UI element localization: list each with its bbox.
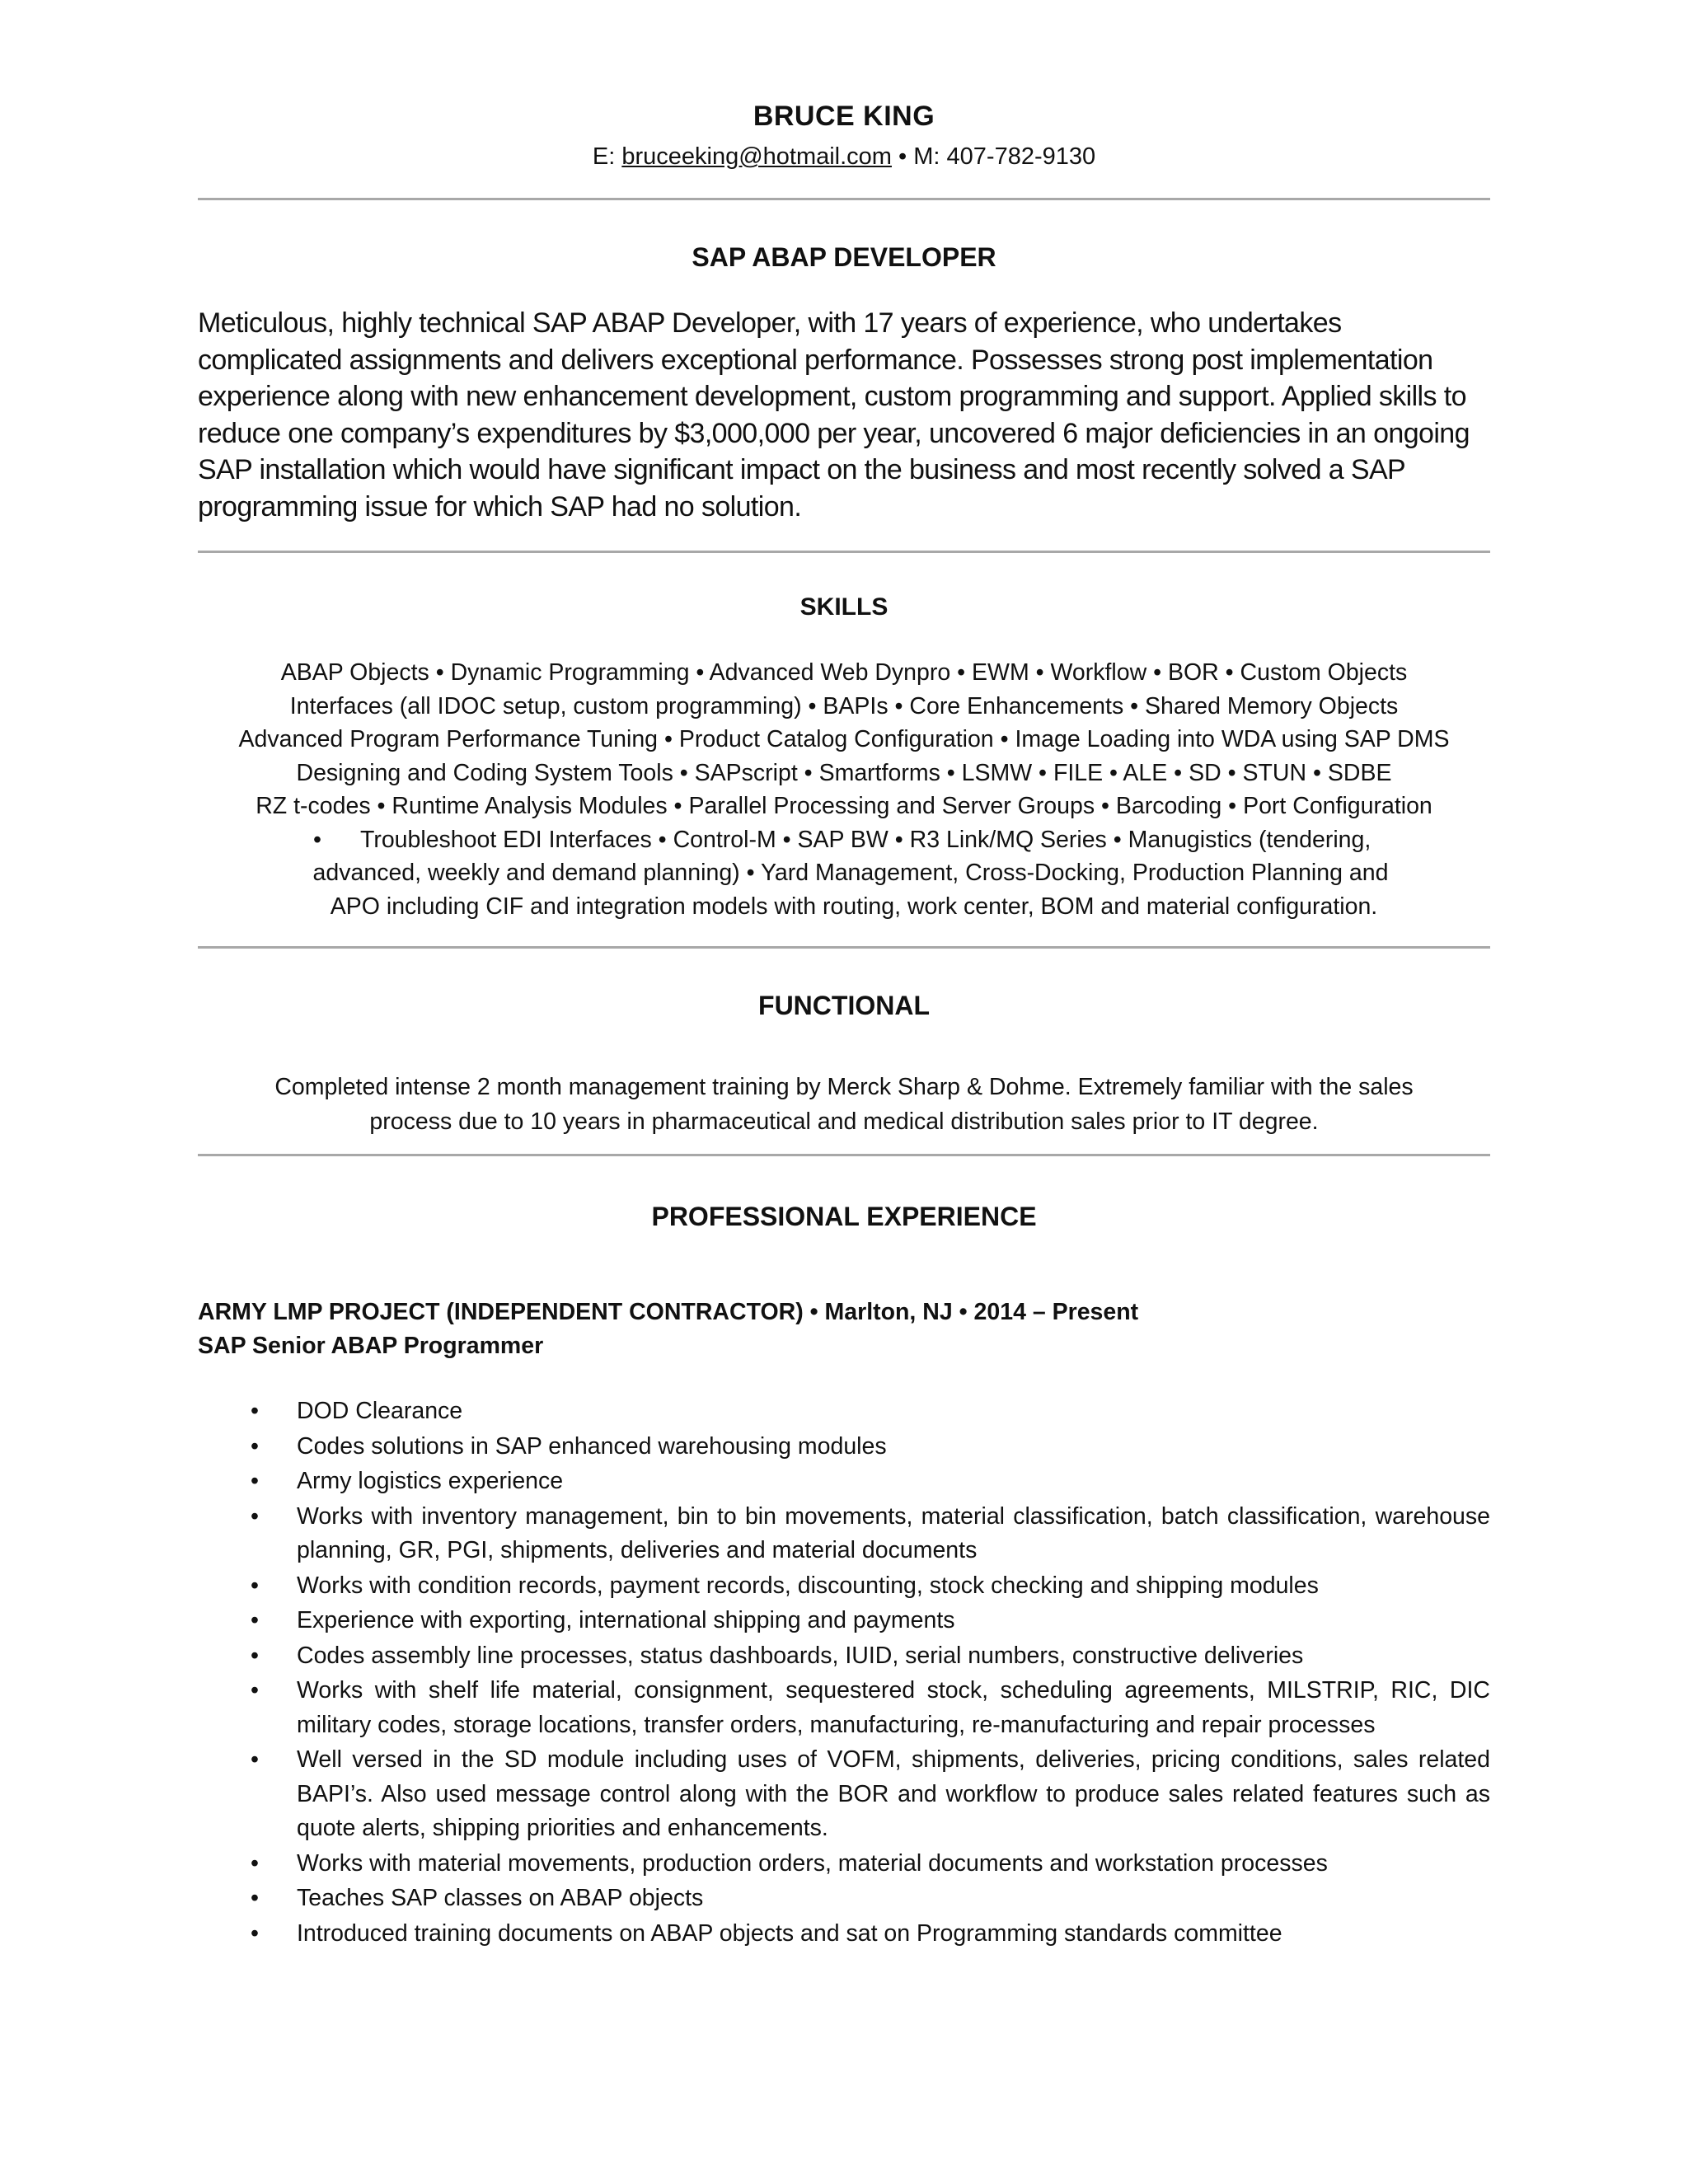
list-item: [198, 1604, 1490, 1638]
bullet-icon: •: [251, 1849, 259, 1877]
job-employer-line: ARMY LMP PROJECT (INDEPENDENT CONTRACTOR) • Marlton, NJ • 2014 – Present: [198, 1299, 1139, 1325]
mobile-number: 407-782-9130: [946, 143, 1096, 170]
skills-line: Designing and Coding System Tools • SAPscript • Smartforms • LSMW • FILE • ALE • SD • STUN • SDBE: [296, 759, 1392, 786]
functional-text: [198, 1070, 1490, 1139]
functional-line: Completed intense 2 month management training by Merck Sharp & Dohme. Extremely familiar with the sales: [274, 1074, 1414, 1100]
bullet-text: Works with inventory management, bin to bin movements, material classification, batch classification, warehouse planning, GR, PGI, shipments, deliveries and material documents: [297, 1502, 1490, 1563]
list-item: [198, 1639, 1490, 1674]
list-item: [198, 1847, 1490, 1882]
list-item: [198, 1569, 1490, 1604]
functional-line: process due to 10 years in pharmaceutical and medical distribution sales prior to IT degree.: [369, 1108, 1319, 1135]
bullet-icon: •: [251, 1919, 259, 1947]
bullet-text: DOD Clearance: [297, 1398, 463, 1424]
list-item: [198, 1743, 1490, 1846]
bullet-icon: •: [251, 1746, 259, 1773]
list-item: [198, 1465, 1490, 1499]
list-item: [198, 1430, 1490, 1465]
divider-skills: [198, 946, 1490, 949]
bullet-text: Teaches SAP classes on ABAP objects: [297, 1885, 704, 1911]
bullet-icon: •: [251, 1502, 259, 1530]
bullet-icon: •: [251, 1572, 259, 1599]
email-prefix: E:: [592, 143, 616, 170]
section-heading-skills: SKILLS: [799, 593, 889, 621]
bullet-text: Codes solutions in SAP enhanced warehousing modules: [297, 1432, 887, 1460]
contact-separator: •: [898, 143, 907, 170]
list-item: [198, 1500, 1490, 1568]
bullet-text: Works with condition records, payment records, discounting, stock checking and shipping modules: [297, 1572, 1319, 1599]
job-bullet-list: [198, 1394, 1490, 1952]
skills-line: RZ t-codes • Runtime Analysis Modules • Parallel Processing and Server Groups • Barcoding • Port Configuration: [256, 793, 1432, 819]
skills-line: Advanced Program Performance Tuning • Product Catalog Configuration • Image Loading into WDA using SAP DMS: [238, 726, 1450, 752]
bullet-text: Introduced training documents on ABAP objects and sat on Programming standards committee: [297, 1919, 1282, 1947]
candidate-name: BRUCE KING: [753, 101, 935, 132]
list-item: [198, 1394, 1490, 1429]
bullet-icon: •: [251, 1642, 259, 1669]
bullet-icon: •: [251, 1398, 259, 1424]
bullet-text: Codes assembly line processes, status dashboards, IUID, serial numbers, constructive deliveries: [297, 1642, 1304, 1669]
professional-summary: Meticulous, highly technical SAP ABAP Developer, with 17 years of experience, who undertakes complicated assignments and delivers exceptional performance. Possesses strong post implementation experience along with new enhancement development, custom programming and support. Applied skills to reduce one company’s expenditures by $3,000,000 per year, uncovered 6 major deficiencies in an ongoing SAP installation which would have significant impact on the business and most recently solved a SAP programming issue for which SAP had no solution.: [198, 307, 1470, 523]
divider-functional: [198, 1154, 1490, 1156]
list-item: [198, 1674, 1490, 1742]
section-heading-functional: FUNCTIONAL: [758, 991, 930, 1020]
bullet-text: Works with shelf life material, consignment, sequestered stock, scheduling agreements, MILSTRIP, RIC, DIC military codes, storage locations, transfer orders, manufacturing, re-manufacturing and repair processes: [297, 1677, 1490, 1738]
skills-line: ABAP Objects • Dynamic Programming • Advanced Web Dynpro • EWM • Workflow • BOR • Custom Objects: [280, 659, 1408, 686]
email-link[interactable]: bruceeking@hotmail.com: [621, 143, 892, 170]
job-header: [198, 1296, 1490, 1363]
job-role: SAP Senior ABAP Programmer: [198, 1333, 544, 1359]
skills-line: • Troubleshoot EDI Interfaces • Control-M • SAP BW • R3 Link/MQ Series • Manugistics (tendering,: [313, 826, 1372, 853]
skills-line: APO including CIF and integration models with routing, work center, BOM and material configuration.: [330, 893, 1378, 920]
skills-line: advanced, weekly and demand planning) • Yard Management, Cross-Docking, Production Planning and: [312, 860, 1389, 886]
bullet-text: Well versed in the SD module including uses of VOFM, shipments, deliveries, pricing conditions, sales related BAPI’s. Also used message control along with the BOR and workflow to produce sales related features such as quote alerts, shipping priorities and enhancements.: [297, 1746, 1490, 1841]
bullet-text: Army logistics experience: [297, 1468, 564, 1494]
bullet-icon: •: [251, 1607, 259, 1633]
skills-line: Interfaces (all IDOC setup, custom programming) • BAPIs • Core Enhancements • Shared Memory Objects: [289, 692, 1399, 719]
divider-summary: [198, 551, 1490, 553]
list-item: [198, 1917, 1490, 1952]
bullet-icon: •: [251, 1432, 259, 1460]
section-heading-title: SAP ABAP DEVELOPER: [692, 242, 996, 272]
contact-line: [198, 143, 1490, 171]
section-heading-experience: PROFESSIONAL EXPERIENCE: [651, 1202, 1037, 1231]
mobile-prefix: M:: [913, 143, 940, 170]
bullet-text: Experience with exporting, international shipping and payments: [297, 1607, 955, 1633]
list-item: [198, 1882, 1490, 1916]
bullet-text: Works with material movements, production orders, material documents and workstation processes: [297, 1849, 1328, 1877]
bullet-icon: •: [251, 1677, 259, 1704]
divider-header: [198, 198, 1490, 200]
bullet-icon: •: [251, 1885, 259, 1911]
skills-list: [198, 656, 1490, 923]
bullet-icon: •: [251, 1468, 259, 1494]
